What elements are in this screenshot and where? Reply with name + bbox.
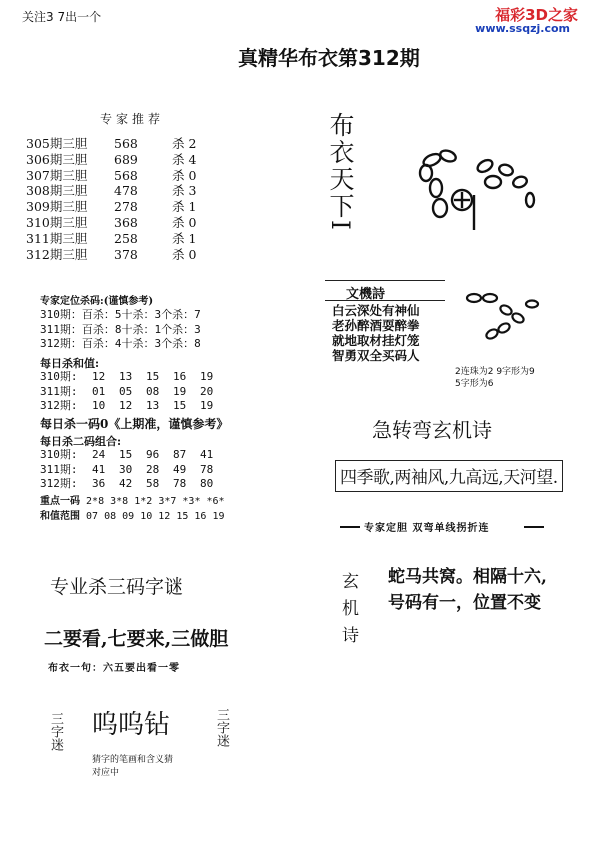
focus-value: *3* — [182, 496, 207, 507]
wenji-note-1: 2连珠为2 9字形为9 — [455, 367, 535, 377]
expert-kill: 杀 3 — [172, 183, 197, 199]
expert-row — [26, 199, 196, 215]
sum-kill-num: 15 — [173, 399, 187, 412]
focus-label: 重点一码 — [40, 496, 87, 507]
expert-kill: 杀 0 — [172, 246, 197, 262]
wenji-line: 老孙醉酒耍醉拳 — [332, 318, 420, 333]
sum-kill-label: 311期: — [40, 384, 78, 398]
sum-range-value: 16 — [194, 511, 213, 522]
sum-kill-num: 16 — [173, 370, 187, 383]
bead — [511, 312, 525, 325]
sum-kill-num: 13 — [119, 370, 133, 383]
sum-range-value: 10 — [140, 511, 159, 522]
expert-digits: 568 — [114, 167, 138, 183]
focus-value: 1*2 — [134, 496, 159, 507]
wenji-rule-2 — [325, 300, 445, 301]
dingdan-banner: 专家定胆 双弯单线拐折连 — [364, 523, 490, 534]
sum-kill-row — [40, 370, 227, 385]
focus-value: 3*8 — [110, 496, 135, 507]
wenji-line: 智勇双全买码人 — [332, 348, 420, 363]
expert-row — [26, 247, 196, 263]
two-code-num: 30 — [119, 462, 133, 476]
bead — [483, 294, 497, 302]
expert-kill: 杀 1 — [172, 230, 197, 246]
sum-kill-num: 12 — [119, 399, 133, 412]
two-code-num: 15 — [119, 448, 133, 461]
expert-row — [26, 168, 196, 184]
jizhuan-title: 急转弯玄机诗 — [372, 418, 492, 442]
bead — [433, 199, 447, 217]
expert-period: 312期三胆 — [26, 246, 88, 262]
wenji-bead-pattern — [460, 290, 550, 350]
expert-digits: 378 — [114, 246, 138, 262]
expert-digits: 478 — [114, 183, 138, 199]
bead — [512, 175, 529, 189]
riddle-center-note-2: 对应中 — [92, 768, 120, 778]
expert-row — [26, 183, 196, 199]
position-kill-heading: 专家定位杀码:(谨慎参考) — [40, 296, 154, 307]
two-code-row — [40, 448, 227, 463]
sum-kill-num: 10 — [92, 399, 106, 412]
sum-range-value: 19 — [212, 511, 225, 522]
two-code-num: 49 — [173, 462, 187, 476]
wenji-rule — [325, 280, 445, 281]
bead — [498, 163, 515, 177]
sum-kill-num: 19 — [200, 370, 214, 383]
expert-period: 309期三胆 — [26, 199, 88, 215]
wenji-heading: 文機詩 — [346, 287, 386, 302]
dingdan-line-2: 号码有一，位置不变 — [388, 593, 541, 613]
sum-range-value: 07 — [86, 511, 105, 522]
expert-row — [26, 215, 196, 231]
two-code-num: 42 — [119, 477, 133, 490]
position-kill-row: 311期：百杀：8十杀：1个杀：3 — [40, 322, 201, 336]
sum-kill-num: 01 — [92, 384, 106, 398]
two-code-row — [40, 477, 227, 492]
sum-kill-row — [40, 399, 227, 414]
expert-period: 307期三胆 — [26, 167, 88, 183]
sum-kill-row — [40, 385, 227, 400]
banner-rule-right — [524, 526, 544, 528]
bead — [485, 176, 501, 188]
riddle-center-note-1: 猜字的笔画和含义猜 — [92, 755, 174, 765]
sum-range-row — [40, 510, 225, 525]
expert-kill: 杀 1 — [172, 199, 197, 215]
two-code-num: 28 — [146, 462, 160, 476]
riddle-side-left: 三字迷 — [48, 712, 63, 751]
sum-range-value: 09 — [122, 511, 141, 522]
focus-row — [40, 495, 225, 510]
riddle-title: 专业杀三码字谜 — [50, 576, 184, 598]
expert-digits: 568 — [114, 136, 138, 151]
expert-row — [26, 152, 196, 168]
bead — [485, 328, 499, 341]
expert-kill: 杀 0 — [172, 214, 197, 230]
position-kill-row: 312期：百杀：4十杀：3个杀：8 — [40, 337, 201, 350]
two-code-num: 80 — [200, 477, 214, 490]
riddle-side-right: 三字迷 — [214, 708, 229, 747]
bead — [439, 149, 457, 164]
sum-kill-label: 312期: — [40, 399, 78, 412]
bead — [420, 165, 432, 181]
expert-kill: 杀 4 — [172, 151, 197, 167]
dingdan-line-1: 蛇马共窝。相隔十六, — [388, 567, 547, 587]
bead — [526, 193, 534, 207]
two-code-num: 78 — [200, 462, 214, 476]
sum-kill-num: 13 — [146, 399, 160, 412]
expert-row — [26, 136, 196, 152]
two-code-num: 96 — [146, 448, 160, 461]
sum-kill-num: 20 — [200, 384, 214, 398]
expert-period: 310期三胆 — [26, 214, 88, 230]
jizhuan-poem: 四季歌,两袖风,九高远,天河望. — [340, 468, 558, 488]
expert-period: 311期三胆 — [26, 230, 88, 246]
two-code-label: 312期: — [40, 477, 78, 490]
two-code-num: 41 — [200, 448, 214, 461]
expert-heading: 专家推荐 — [100, 112, 165, 126]
bead — [526, 301, 538, 308]
expert-digits: 368 — [114, 214, 138, 230]
expert-row — [26, 231, 196, 247]
sum-kill-label: 310期: — [40, 370, 78, 383]
wenji-line: 白云深处有神仙 — [332, 303, 420, 318]
sum-kill-heading: 每日杀和值: — [40, 357, 100, 370]
bead — [499, 304, 513, 317]
wenji-note-2: 5字形为6 — [455, 379, 494, 389]
expert-digits: 258 — [114, 230, 138, 246]
sum-range-label: 和值范围 — [40, 511, 87, 522]
two-code-num: 24 — [92, 448, 106, 461]
two-code-num: 78 — [173, 477, 187, 490]
sum-kill-num: 19 — [173, 384, 187, 398]
two-code-label: 310期: — [40, 448, 78, 461]
expert-period: 306期三胆 — [26, 151, 88, 167]
two-code-num: 87 — [173, 448, 187, 461]
sum-kill-num: 15 — [146, 370, 160, 383]
sum-kill-num: 05 — [119, 384, 133, 398]
two-code-row — [40, 463, 227, 478]
sum-kill-num: 19 — [200, 399, 214, 412]
two-code-num: 36 — [92, 477, 106, 490]
two-code-num: 58 — [146, 477, 160, 490]
sum-kill-table — [40, 370, 227, 414]
expert-kill: 杀 0 — [172, 167, 197, 183]
expert-period: 308期三胆 — [26, 183, 88, 199]
buyi-vertical: 布衣天下I — [326, 112, 355, 232]
dingdan-side: 玄机诗 — [338, 572, 358, 653]
bead-pattern — [410, 140, 550, 250]
riddle-line: 二要看,七要来,三做胆 — [44, 628, 229, 650]
expert-kill: 杀 2 — [172, 136, 197, 151]
banner-rule-left — [340, 526, 360, 528]
sum-kill-num: 12 — [92, 370, 106, 383]
watermark-title[interactable]: 福彩3D之家 — [495, 6, 578, 24]
focus-value: 3*7 — [158, 496, 183, 507]
watermark-url[interactable]: www.ssqzj.com — [475, 22, 570, 35]
sum-range-value: 15 — [176, 511, 195, 522]
bead — [467, 294, 481, 302]
bead — [497, 322, 511, 335]
two-code-table — [40, 448, 227, 492]
position-kill-row: 310期：百杀：5十杀：3个杀：7 — [40, 308, 201, 321]
bead — [476, 158, 495, 175]
expert-period: 305期三胆 — [26, 136, 88, 151]
buyi-sentence: 布衣一句：六五要出看一零 — [48, 663, 180, 674]
top-note: 关注3 7出一个 — [22, 10, 102, 24]
sum-range-value: 08 — [104, 511, 123, 522]
page-title: 真精华布衣第312期 — [238, 46, 420, 70]
expert-list — [26, 136, 196, 262]
one-code-line: 每日杀一码0《上期准，谨慎参考》 — [40, 417, 229, 431]
bead — [430, 179, 442, 197]
sum-kill-num: 08 — [146, 384, 160, 398]
two-code-num: 41 — [92, 462, 106, 476]
sum-range-value: 12 — [158, 511, 177, 522]
expert-digits: 689 — [114, 151, 138, 167]
wenji-line: 就地取材挂灯笼 — [332, 333, 420, 348]
two-code-heading: 每日杀二码组合: — [40, 435, 122, 448]
position-kill-list — [40, 308, 201, 352]
focus-value: *6* — [206, 496, 225, 507]
focus-value: 2*8 — [86, 496, 111, 507]
expert-digits: 278 — [114, 199, 138, 215]
two-code-label: 311期: — [40, 462, 78, 476]
wenji-poem — [332, 303, 420, 363]
riddle-center: 呜呜钻 — [92, 710, 171, 740]
